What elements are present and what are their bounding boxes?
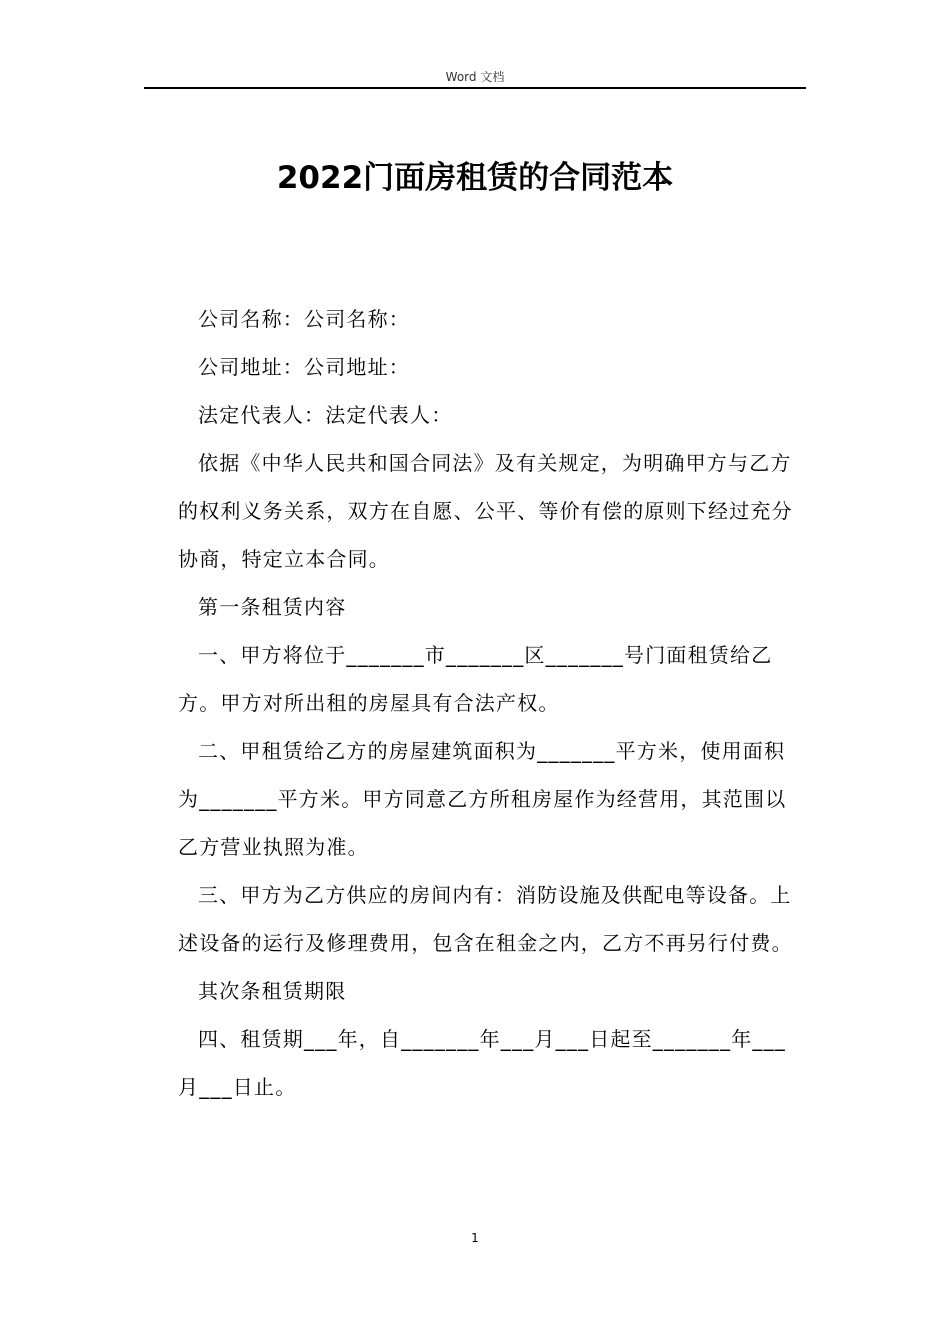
section-heading-lease-term: 其次条租赁期限 xyxy=(198,979,347,1003)
paragraph-company-address: 公司地址：公司地址： xyxy=(198,355,410,379)
paragraph-clause-4: 四、租赁期___年，自_______年___月___日起至_______年___月___日止。 xyxy=(178,1027,786,1099)
paragraph-preamble: 依据《中华人民共和国合同法》及有关规定，为明确甲方与乙方的权利义务关系，双方在自愿、公平、等价有偿的原则下经过充分协商，特定立本合同。 xyxy=(178,451,793,571)
paragraph-clause-2: 二、甲租赁给乙方的房屋建筑面积为_______平方米，使用面积为_______平方米。甲方同意乙方所租房屋作为经营用，其范围以乙方营业执照为准。 xyxy=(178,739,787,859)
document-title: 2022门面房租赁的合同范本 xyxy=(276,160,674,196)
document-body xyxy=(178,295,806,1111)
paragraph-clause-1: 一、甲方将位于_______市_______区_______号门面租赁给乙方。甲方对所出租的房屋具有合法产权。 xyxy=(178,643,773,715)
header-label: Word 文档 xyxy=(445,70,505,84)
paragraph-clause-3: 三、甲方为乙方供应的房间内有：消防设施及供配电等设备。上述设备的运行及修理费用，包含在租金之内，乙方不再另行付费。 xyxy=(178,883,793,955)
page-number: 1 xyxy=(471,1231,479,1245)
header-divider xyxy=(144,87,806,89)
section-heading-lease-content: 第一条租赁内容 xyxy=(198,595,347,619)
paragraph-legal-representative: 法定代表人：法定代表人： xyxy=(198,403,453,427)
paragraph-company-name: 公司名称：公司名称： xyxy=(198,307,410,331)
